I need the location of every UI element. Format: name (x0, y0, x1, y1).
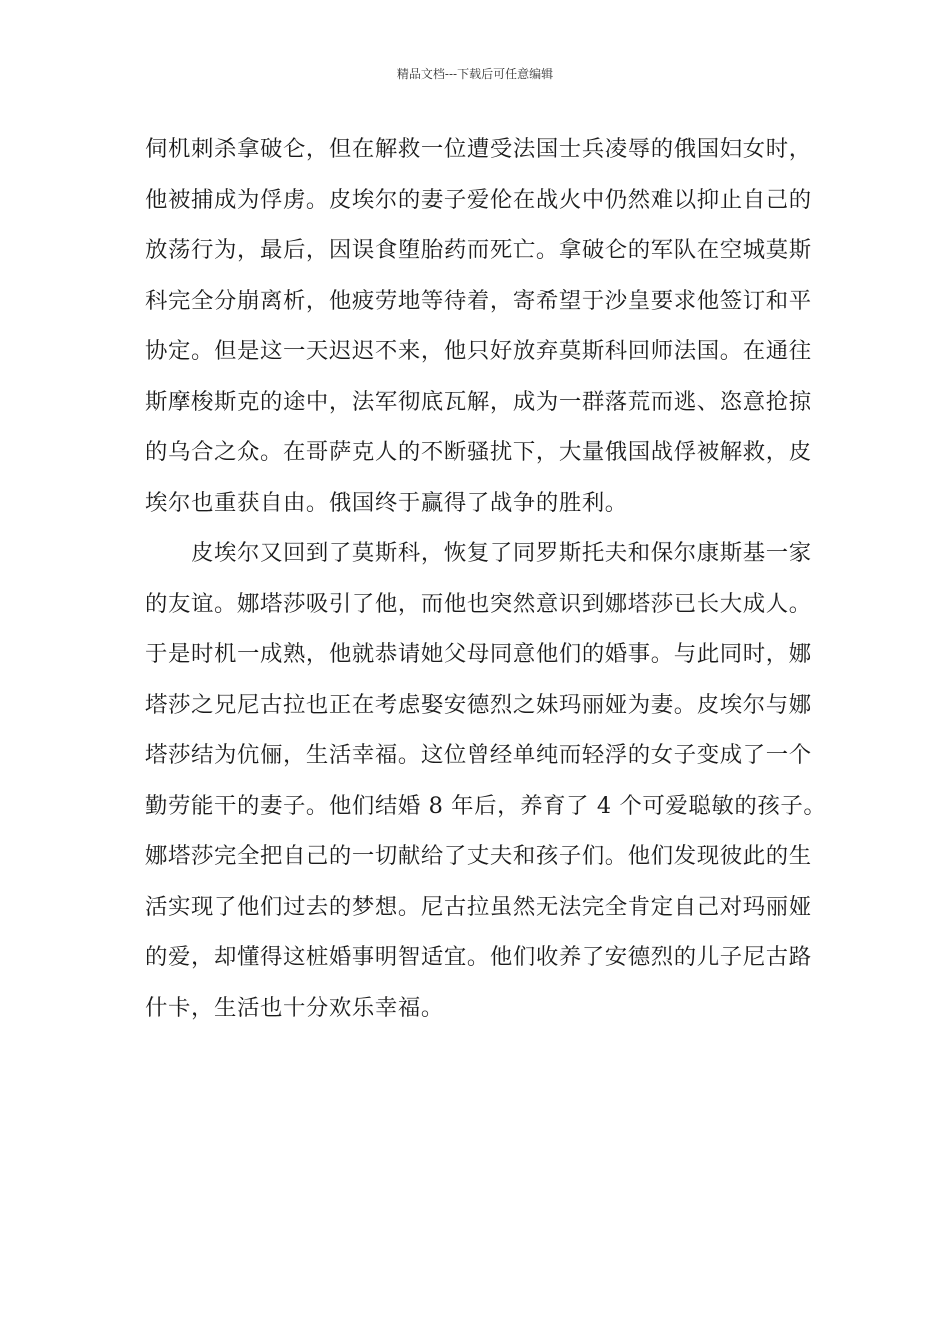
text-line: 斯摩梭斯克的途中，法军彻底瓦解，成为一群落荒而逃、恣意抢掠 (145, 388, 812, 415)
text-line: 皮埃尔又回到了莫斯科，恢复了同罗斯托夫和保尔康斯基一家 (145, 540, 812, 566)
text-line: 娜塔莎完全把自己的一切献给了丈夫和孩子们。他们发现彼此的生 (145, 843, 812, 869)
text-line: 塔莎结为伉俪，生活幸福。这位曾经单纯而轻浮的女子变成了一个 (145, 742, 812, 768)
text-line: 什卡，生活也十分欢乐幸福。 (145, 994, 444, 1021)
text-line: 协定。但是这一天迟迟不来，他只好放弃莫斯科回师法国。在通往 (145, 338, 812, 364)
document-body (145, 124, 827, 1033)
paragraph-1 (145, 124, 812, 528)
text-line: 放荡行为，最后，因误食堕胎药而死亡。拿破仑的军队在空城莫斯 (145, 237, 812, 263)
text-line: 的友谊。娜塔莎吸引了他，而他也突然意识到娜塔莎已长大成人。 (145, 590, 812, 617)
page-header: 精品文档---下载后可任意编辑 (396, 67, 554, 81)
text-line: 埃尔也重获自由。俄国终于赢得了战争的胜利。 (145, 489, 628, 516)
text-line: 勤劳能干的妻子。他们结婚 8 年后，养育了 4 个可爱聪敏的孩子。 (145, 792, 827, 819)
text-line: 伺机刺杀拿破仑，但在解救一位遭受法国士兵凌辱的俄国妇女时， (145, 136, 812, 162)
paragraph-2 (145, 528, 827, 1033)
text-line: 于是时机一成熟，他就恭请她父母同意他们的婚事。与此同时，娜 (145, 641, 812, 667)
text-line: 的乌合之众。在哥萨克人的不断骚扰下，大量俄国战俘被解救，皮 (145, 439, 812, 465)
text-line: 塔莎之兄尼古拉也正在考虑娶安德烈之妹玛丽娅为妻。皮埃尔与娜 (145, 691, 812, 718)
text-line: 他被捕成为俘虏。皮埃尔的妻子爱伦在战火中仍然难以抑止自己的 (145, 186, 812, 213)
text-line: 的爱，却懂得这桩婚事明智适宜。他们收养了安德烈的儿子尼古路 (145, 944, 812, 970)
text-line: 活实现了他们过去的梦想。尼古拉虽然无法完全肯定自己对玛丽娅 (145, 893, 812, 920)
text-line: 科完全分崩离析，他疲劳地等待着，寄希望于沙皇要求他签订和平 (145, 287, 812, 314)
